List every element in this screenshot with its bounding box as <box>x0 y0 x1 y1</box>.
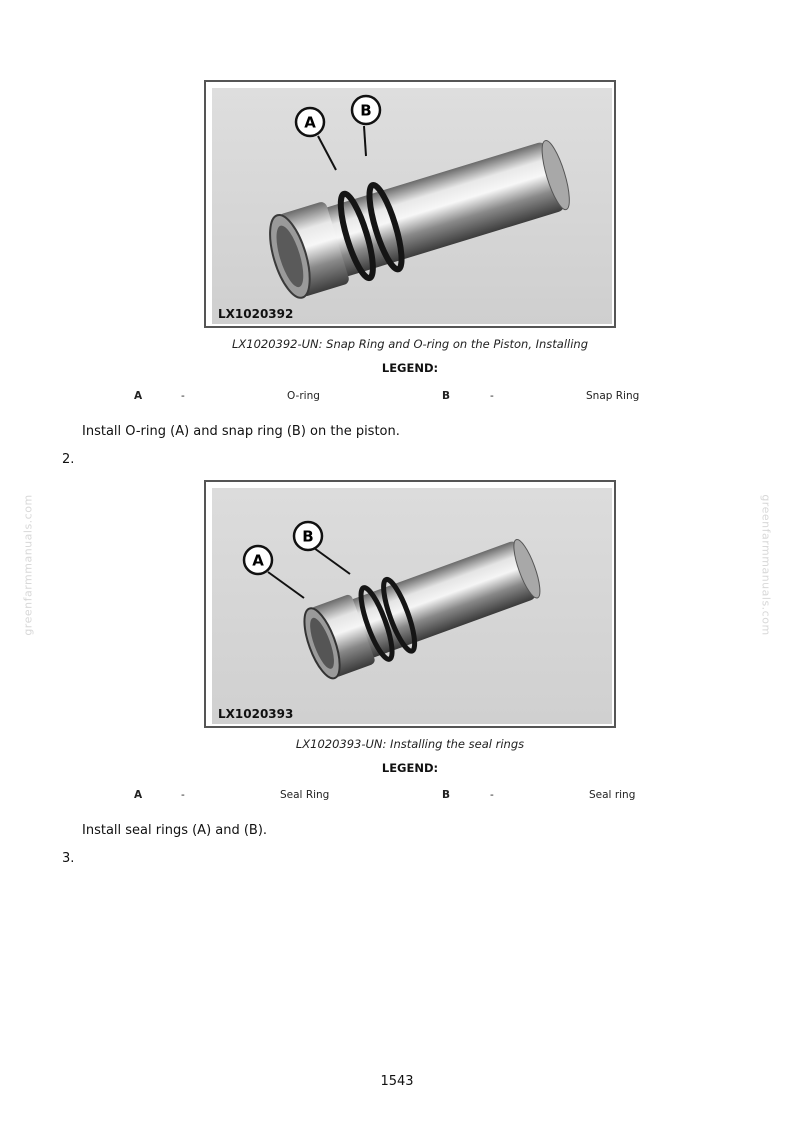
instruction-1: Install O-ring (A) and snap ring (B) on the piston. <box>82 424 400 439</box>
figure-1-photo-label: LX1020392 <box>218 307 294 321</box>
figure-1-frame <box>204 80 616 328</box>
figure-2-legend-dash-a: - <box>181 789 185 801</box>
figure-2-legend-title: LEGEND: <box>381 761 439 775</box>
step-number-3: 3. <box>62 851 75 866</box>
figure-1-legend-value-b: Snap Ring <box>586 390 640 402</box>
figure-1-legend-dash-a: - <box>181 390 185 402</box>
figure-2-legend-key-b: B <box>442 789 451 801</box>
figure-1-legend-title: LEGEND: <box>381 361 439 375</box>
figure-2-legend-value-a: Seal Ring <box>280 789 330 801</box>
figure-1-photo <box>212 88 612 324</box>
figure-2-caption: LX1020393-UN: Installing the seal rings <box>295 737 525 751</box>
figure-1-legend-key-b: B <box>442 390 451 402</box>
figure-1-caption: LX1020392-UN: Snap Ring and O-ring on the Piston, Installing <box>231 337 589 351</box>
figure-2-callout-a: A <box>252 551 264 570</box>
figure-2-frame <box>204 480 616 728</box>
figure-2-callout-b: B <box>302 527 314 546</box>
figure-2-photo <box>212 488 612 724</box>
figure-2-photo-label: LX1020393 <box>218 707 294 721</box>
figure-1-callout-b: B <box>360 101 372 120</box>
watermark-left: greenfarmmanuals.com <box>21 494 35 636</box>
figure-1-legend-dash-b: - <box>490 390 494 402</box>
figure-2-legend-value-b: Seal ring <box>589 789 636 801</box>
instruction-2: Install seal rings (A) and (B). <box>82 823 268 838</box>
figure-2-legend-dash-b: - <box>490 789 494 801</box>
page-number: 1543 <box>380 1074 414 1089</box>
figure-2-legend-key-a: A <box>134 789 143 801</box>
figure-1-callout-a: A <box>304 113 316 132</box>
figure-1-legend-key-a: A <box>134 390 143 402</box>
step-number-2: 2. <box>62 452 75 467</box>
figure-1-legend-value-a: O-ring <box>287 390 320 402</box>
watermark-right: greenfarmmanuals.com <box>759 494 773 636</box>
